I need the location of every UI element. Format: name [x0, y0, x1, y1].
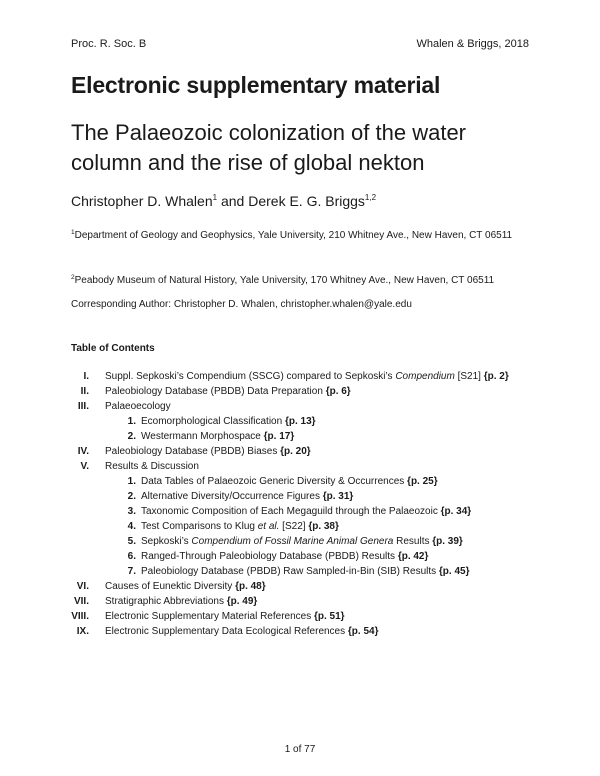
toc-text: [141, 549, 428, 564]
toc-page-ref: {p. 17}: [263, 431, 295, 442]
toc-entry-i[interactable]: [0, 369, 600, 384]
author-list: [71, 193, 376, 209]
toc-entry-ix[interactable]: [0, 624, 600, 639]
toc-page-ref: {p. 31}: [322, 491, 354, 502]
toc-text: Palaeoecology: [105, 401, 171, 412]
author-name: Derek E. G. Briggs: [248, 193, 365, 209]
toc-text: [105, 594, 257, 609]
toc-number: III.: [77, 401, 89, 412]
toc-text-part: Westermann Morphospace: [141, 431, 264, 442]
corresponding-author: Corresponding Author: Christopher D. Whalen, christopher.whalen@yale.edu: [71, 299, 412, 310]
toc-entry-iii[interactable]: [0, 399, 600, 414]
toc-text-part: Paleobiology Database (PBDB) Data Preparation: [105, 386, 326, 397]
toc-text-part: Test Comparisons to Klug: [141, 521, 258, 532]
toc-page-ref: {p. 2}: [483, 371, 509, 382]
toc-entry-iii-2[interactable]: [0, 429, 600, 444]
toc-text-part: Alternative Diversity/Occurrence Figures: [141, 491, 323, 502]
toc-entry-v-5[interactable]: [0, 534, 600, 549]
paper-title: The Palaeozoic colonization of the water column and the rise of global nekton: [71, 120, 467, 175]
toc-page-ref: {p. 42}: [397, 551, 429, 562]
toc-text-part: Causes of Eunektic Diversity: [105, 581, 236, 592]
toc-page-ref: {p. 25}: [407, 476, 438, 487]
toc-page-ref: {p. 48}: [235, 581, 266, 592]
affiliation-text: Peabody Museum of Natural History, Yale University, 170 Whitney Ave., New Haven, CT 06511: [74, 275, 495, 286]
table-of-contents: [0, 369, 600, 639]
toc-number: VIII.: [71, 611, 89, 622]
toc-text-part: Paleobiology Database (PBDB) Biases: [105, 446, 281, 457]
toc-text-italic: Compendium: [395, 371, 455, 382]
toc-text-part: [S22]: [279, 521, 309, 532]
toc-entry-vi[interactable]: [0, 579, 600, 594]
affiliation-1: [71, 225, 541, 244]
toc-entry-v-2[interactable]: [0, 489, 600, 504]
affiliation-marker: 2: [71, 274, 75, 281]
toc-number: 3.: [127, 506, 136, 517]
toc-entry-v-6[interactable]: [0, 549, 600, 564]
toc-page-ref: {p. 51}: [313, 611, 345, 622]
toc-text-part: Ecomorphological Classification: [141, 416, 285, 427]
toc-number: 5.: [127, 536, 136, 547]
toc-text: [141, 534, 463, 549]
toc-number: VI.: [76, 581, 89, 592]
toc-text-part: Suppl. Sepkoski’s Compendium (SSCG) compared to Sepkoski’s: [105, 371, 396, 382]
toc-text-part: Sepkoski’s: [141, 536, 192, 547]
toc-page-ref: {p. 49}: [226, 596, 258, 607]
toc-text: [141, 489, 353, 504]
toc-text-part: Results: [393, 536, 433, 547]
toc-entry-v[interactable]: [0, 459, 600, 474]
affiliation-2: [71, 270, 541, 289]
toc-entry-v-4[interactable]: [0, 519, 600, 534]
toc-page-ref: {p. 13}: [284, 416, 316, 427]
toc-text-part: Data Tables of Palaeozoic Generic Diversity & Occurrences: [141, 476, 408, 487]
toc-entry-iv[interactable]: [0, 444, 600, 459]
author-name: Christopher D. Whalen: [71, 193, 213, 209]
toc-number: 2.: [127, 491, 136, 502]
affiliation-marker: 1: [71, 229, 75, 236]
toc-text-part: [S21]: [454, 371, 484, 382]
toc-text: Results & Discussion: [105, 461, 199, 472]
toc-text-part: Ranged-Through Paleobiology Database (PBDB) Results: [141, 551, 398, 562]
toc-page-ref: {p. 45}: [438, 566, 470, 577]
toc-text: [141, 429, 294, 444]
toc-entry-iii-1[interactable]: [0, 414, 600, 429]
toc-page-ref: {p. 54}: [347, 626, 379, 637]
toc-text-part: Stratigraphic Abbreviations: [105, 596, 227, 607]
toc-text: [141, 474, 438, 489]
toc-text: [141, 414, 316, 429]
toc-text: [105, 624, 378, 639]
toc-entry-viii[interactable]: [0, 609, 600, 624]
toc-page-ref: {p. 39}: [432, 536, 463, 547]
toc-text: [105, 369, 509, 384]
toc-text-part: Taxonomic Composition of Each Megaguild through the Palaeozoic: [141, 506, 441, 517]
toc-text-part: Electronic Supplementary Material References: [105, 611, 314, 622]
toc-number: 6.: [127, 551, 136, 562]
toc-text: [141, 504, 471, 519]
toc-entry-v-1[interactable]: [0, 474, 600, 489]
toc-number: 2.: [127, 431, 136, 442]
toc-text-part: Electronic Supplementary Data Ecological References: [105, 626, 348, 637]
toc-text: [141, 564, 469, 579]
toc-number: 1.: [127, 476, 136, 487]
toc-text: [105, 384, 351, 399]
toc-number: IX.: [76, 626, 89, 637]
author-conjunction: and: [217, 193, 249, 209]
toc-entry-vii[interactable]: [0, 594, 600, 609]
toc-heading: Table of Contents: [71, 343, 155, 354]
toc-page-ref: {p. 20}: [280, 446, 311, 457]
toc-number: II.: [80, 386, 89, 397]
esm-heading: Electronic supplementary material: [71, 72, 441, 98]
affiliation-text: Department of Geology and Geophysics, Yale University, 210 Whitney Ave., New Haven, CT 06511: [74, 230, 513, 241]
toc-text: [141, 519, 339, 534]
toc-number: I.: [83, 371, 89, 382]
toc-number: 7.: [127, 566, 136, 577]
toc-entry-ii[interactable]: [0, 384, 600, 399]
toc-page-ref: {p. 38}: [308, 521, 339, 532]
journal-name: Proc. R. Soc. B: [71, 38, 147, 50]
toc-number: V.: [80, 461, 89, 472]
header-authors-year: Whalen & Briggs, 2018: [416, 38, 529, 50]
toc-text: [105, 444, 311, 459]
toc-text-italic: et al.: [257, 521, 280, 532]
toc-number: 4.: [127, 521, 136, 532]
toc-number: 1.: [127, 416, 136, 427]
toc-page-ref: {p. 6}: [325, 386, 351, 397]
toc-number: IV.: [77, 446, 89, 457]
page-footer: 1 of 77: [284, 744, 316, 755]
toc-text-part: Paleobiology Database (PBDB) Raw Sampled-in-Bin (SIB) Results: [141, 566, 439, 577]
toc-entry-v-7[interactable]: [0, 564, 600, 579]
running-head: [71, 38, 529, 52]
toc-text-italic: Compendium of Fossil Marine Animal Genera: [191, 536, 394, 547]
toc-entry-v-3[interactable]: [0, 504, 600, 519]
toc-text: [105, 579, 266, 594]
toc-number: VII.: [73, 596, 89, 607]
toc-page-ref: {p. 34}: [440, 506, 472, 517]
author-affil-marker: 1: [212, 193, 218, 202]
author-affil-marker: 1,2: [364, 193, 377, 202]
toc-text: [105, 609, 345, 624]
